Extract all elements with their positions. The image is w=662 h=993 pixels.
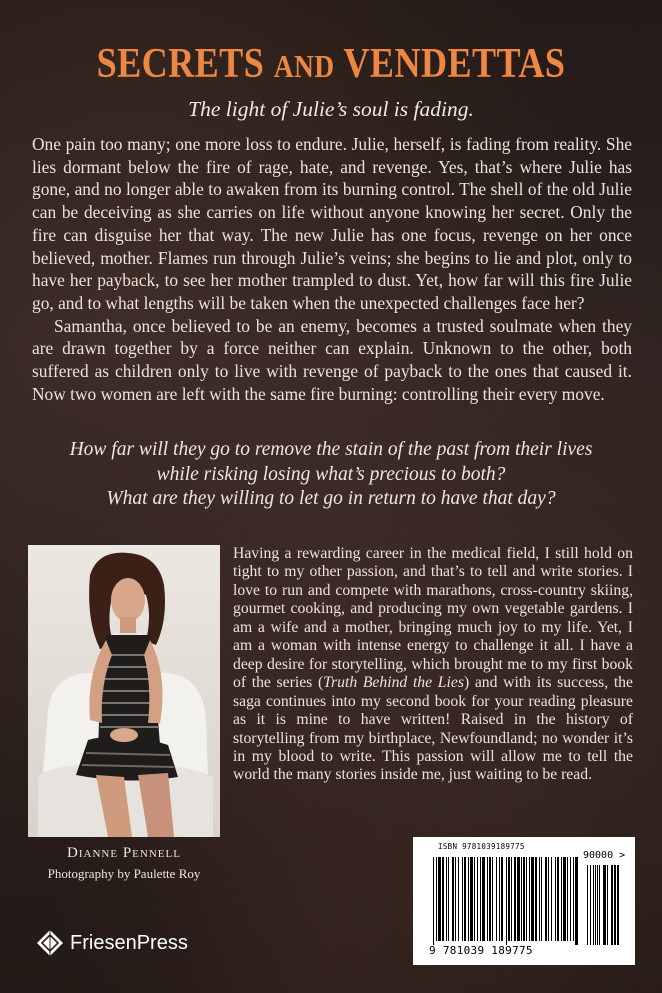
price-code: 90000 > [583,850,626,861]
author-portrait-illustration [28,545,220,837]
synopsis [32,133,632,405]
closing-questions [0,438,662,512]
publisher-name: FriesenPress [70,931,188,954]
question-line-2: while risking losing what’s precious to both? [156,463,506,485]
author-photo [28,545,220,837]
synopsis-paragraph-2: Samantha, once believed to be an enemy, becomes a trusted soulmate when they are drawn together by a force neither can explain. Unknown to the other, both suffered as children only to live with revenge of payback to the ones that caused it. Now two women are left with the same fire burning: controlling their every move. [32,315,632,404]
bio-text-before: Having a rewarding career in the medical field, I still hold on tight to my other passion, and that’s to tell and write stories. I love to run and compete with marathons, cross-country skiing, gourmet cooking, and producing my own vegetable gardens. I am a wife and a mother, bringing much joy to my life. Yet, I am a woman with intense energy to challenge it all. I have a deep desire for storytelling, which brought me to my first book of the series ( [233,545,633,692]
isbn-digits: 9 781039 189775 [429,944,533,957]
author-bio-paragraph [233,545,633,785]
bio-text-after: ) and with its success, the saga continues into my second book for your reading pleasure as it is mine to have written! Raised in the history of storytelling from my birthplace, Newfoundland; no wonder it’s in my blood to write. This passion will allow me to tell the world the many stories inside me, just waiting to be read. [233,674,633,784]
isbn-barcode [413,837,635,965]
publisher-logo [36,928,188,958]
book-title [46,40,615,88]
photo-credit: Photography by Paulette Roy [47,866,201,881]
bio-book-title: Truth Behind the Lies [323,674,464,692]
author-bio [233,545,633,785]
title-word-vendettas: VENDETTAS [343,41,566,87]
diamond-logo-icon [36,929,64,957]
title-word-and: AND [273,48,335,84]
tagline: The light of Julie’s soul is fading. [188,97,474,121]
isbn-label: ISBN 9781039189775 [438,842,525,851]
title-word-secrets: SECRETS [96,41,265,87]
author-name: Dianne Pennell [67,845,181,861]
question-line-1: How far will they go to remove the stain of the past from their lives [69,439,593,460]
synopsis-paragraph-1: One pain too many; one more loss to endure. Julie, herself, is fading from reality. She lies dormant below the fire of rage, hate, and revenge. Yes, that’s where Julie has gone, and no longer able to awaken from its burning control. The shell of the old Julie can be deceiving as she carries on life without anyone knowing her secret. Only the fire can disguise her that way. The new Julie has one focus, revenge on her once believed, mother. Flames run through Julie’s veins; she begins to lie and plot, only to have her payback, to see her mother trampled to dust. Yet, how far will this fire Julie go, and to what lengths will be taken when the unexpected challenges face her? [32,134,632,313]
question-line-3: What are they willing to let go in return to have that day? [106,488,556,509]
barcode-bars [433,857,623,945]
